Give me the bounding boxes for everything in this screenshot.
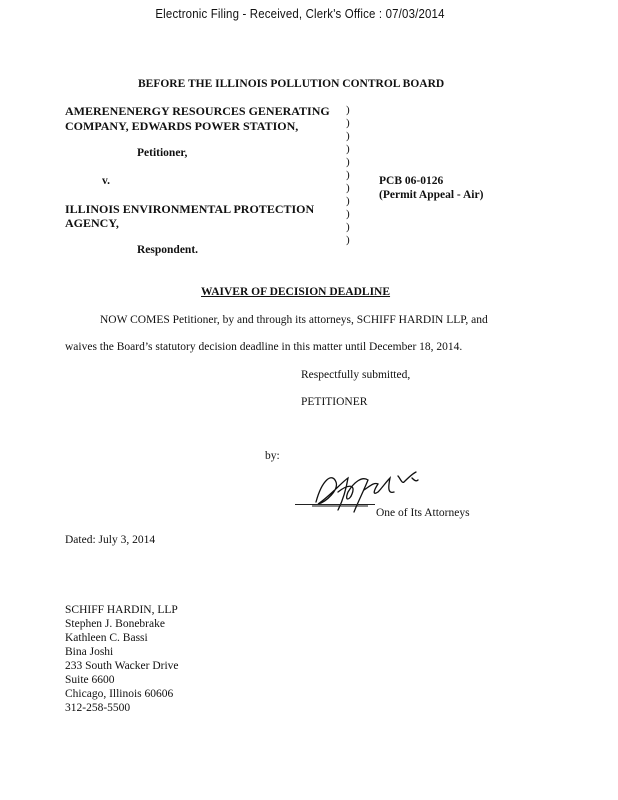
petitioner-name-line2: COMPANY, EDWARDS POWER STATION, [65, 119, 299, 133]
petitioner-role: Petitioner, [137, 147, 188, 159]
firm-block [65, 603, 179, 715]
firm-name: SCHIFF HARDIN, LLP [65, 604, 178, 616]
body-line-1: NOW COMES Petitioner, by and through its attorneys, SCHIFF HARDIN LLP, and [100, 314, 488, 326]
board-heading: BEFORE THE ILLINOIS POLLUTION CONTROL BOARD [138, 78, 445, 90]
by-label: by: [265, 450, 280, 462]
attorney-name: Stephen J. Bonebrake [65, 618, 165, 630]
case-type: (Permit Appeal - Air) [379, 189, 484, 201]
respectfully-submitted: Respectfully submitted, [301, 369, 411, 381]
filing-stamp: Electronic Filing - Received, Clerk's Office : 07/03/2014 [155, 6, 445, 21]
attorney-caption: One of Its Attorneys [376, 507, 470, 519]
firm-address-line1: 233 South Wacker Drive [65, 660, 179, 672]
date-line: Dated: July 3, 2014 [65, 534, 156, 546]
respondent-name-line1: ILLINOIS ENVIRONMENTAL PROTECTION [65, 202, 315, 216]
attorney-name: Bina Joshi [65, 646, 114, 658]
firm-phone: 312-258-5500 [65, 702, 131, 714]
respondent-role: Respondent. [137, 244, 199, 256]
party-name: PETITIONER [301, 396, 368, 408]
document-title: WAIVER OF DECISION DEADLINE [201, 286, 391, 298]
respondent-name-line2: AGENCY, [65, 216, 119, 230]
signature-line [295, 504, 375, 505]
case-number: PCB 06-0126 [379, 175, 444, 187]
caption-parentheses: ) ) ) ) ) ) ) ) ) ) ) [346, 104, 350, 246]
firm-address-line2: Suite 6600 [65, 674, 115, 686]
attorney-name: Kathleen C. Bassi [65, 632, 148, 644]
body-line-2: waives the Board’s statutory decision deadline in this matter until December 18, 2014. [65, 341, 463, 353]
versus: v. [102, 175, 110, 187]
petitioner-name-line1: AMERENENERGY RESOURCES GENERATING [65, 104, 330, 118]
firm-city: Chicago, Illinois 60606 [65, 688, 174, 700]
